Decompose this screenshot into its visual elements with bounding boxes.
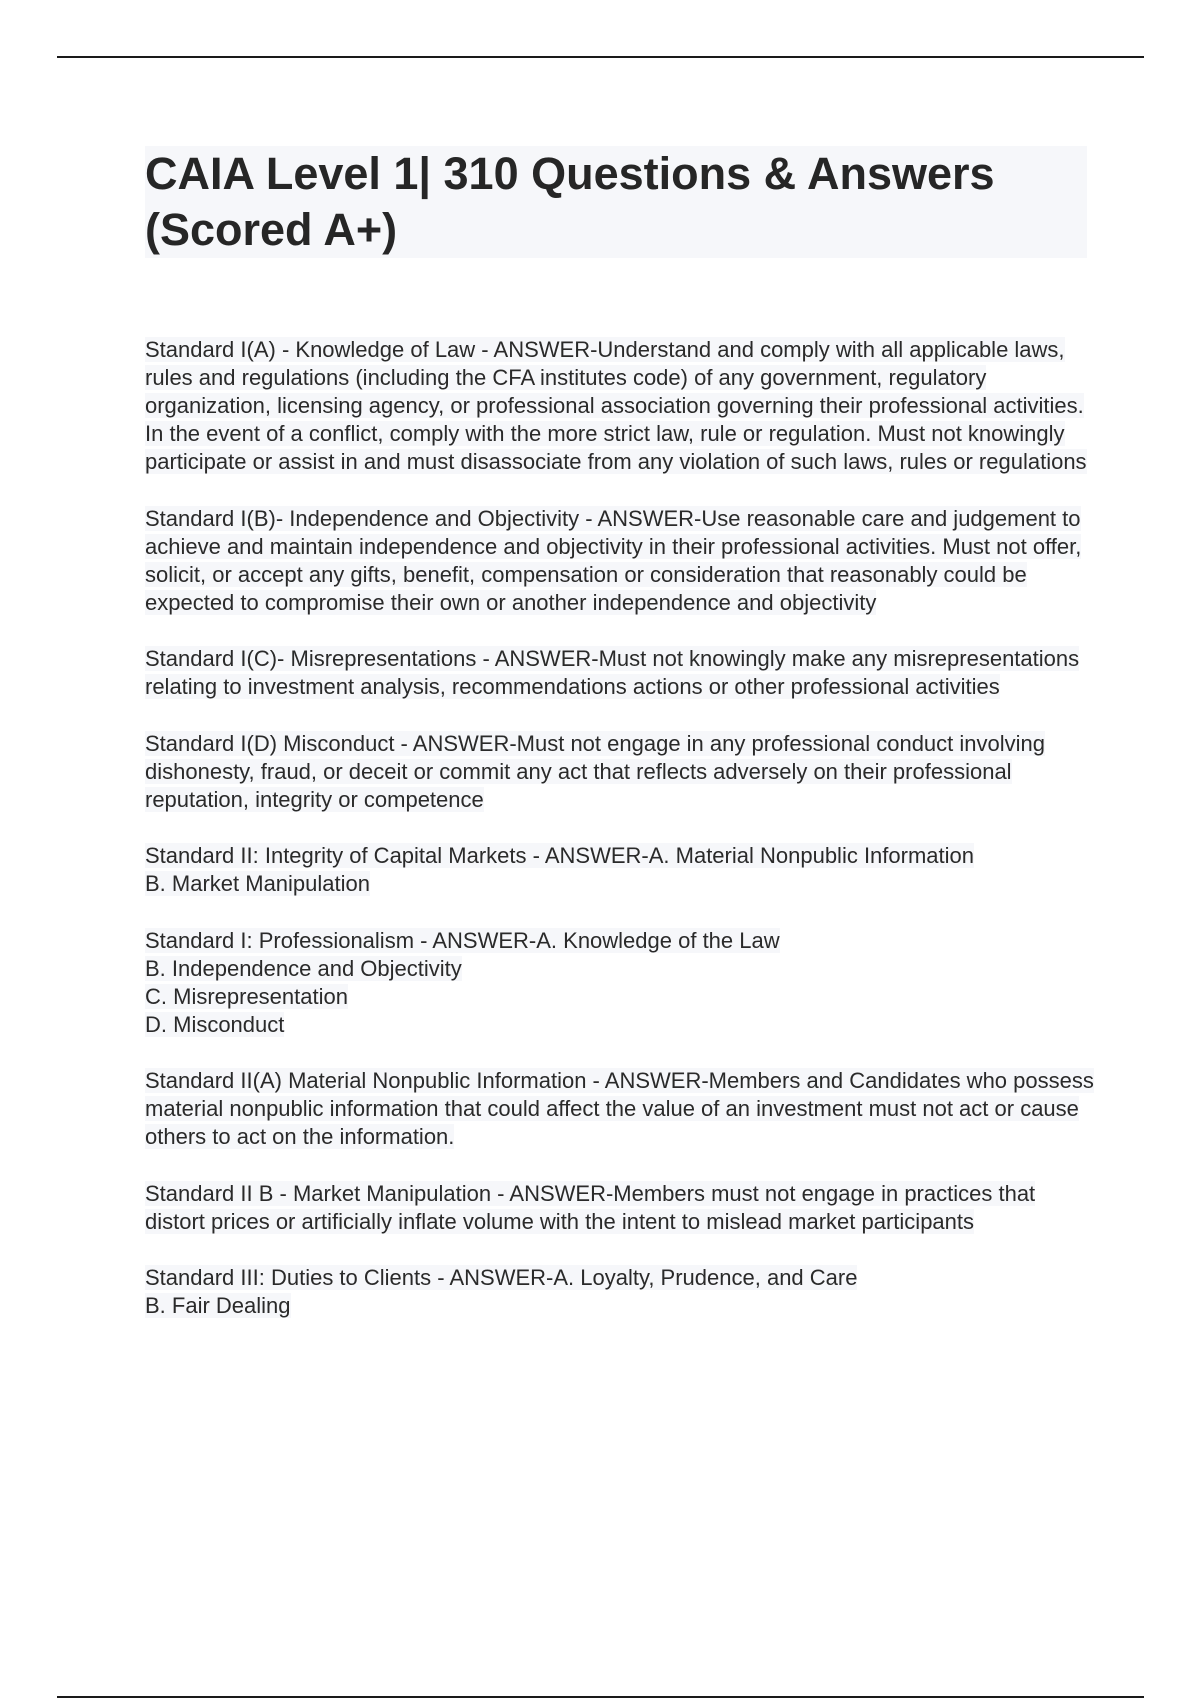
- qa-entry-standard-1d: [145, 730, 1100, 814]
- title-block: [145, 146, 1087, 258]
- qa-entry-standard-1: [145, 927, 1100, 1039]
- document-title: CAIA Level 1| 310 Questions & Answers (Scored A+): [145, 148, 995, 255]
- qa-entry-standard-1c: [145, 645, 1100, 701]
- qa-entry-text: Standard III: Duties to Clients - ANSWER-A. Loyalty, Prudence, and Care B. Fair Dealing: [145, 1265, 858, 1318]
- qa-entry-text: Standard I(D) Misconduct - ANSWER-Must not engage in any professional conduct involving dishonesty, fraud, or deceit or commit any act that reflects adversely on their professional reputation, integrity or competence: [145, 730, 1045, 812]
- qa-entry-text: Standard II(A) Material Nonpublic Information - ANSWER-Members and Candidates who possess material nonpublic information that could affect the value of an investment must not act or cause others to act on the information.: [145, 1068, 1094, 1149]
- qa-entry-standard-3: [145, 1264, 1100, 1320]
- qa-entry-text: Standard II: Integrity of Capital Markets - ANSWER-A. Material Nonpublic Information B. Market Manipulation: [145, 843, 974, 896]
- qa-entry-text: Standard I(A) - Knowledge of Law - ANSWER-Understand and comply with all applicable laws, rules and regulations (including the CFA institutes code) of any government, regulatory organization, licensing agency, or professional association governing their professional activities. In the event of a conflict, comply with the more strict law, rule or regulation. Must not knowingly participate or assist in and must disassociate from any violation of such laws, rules or regulations: [145, 337, 1087, 474]
- qa-entry-standard-2b: [145, 1180, 1100, 1236]
- header-rule: [57, 56, 1144, 58]
- qa-entry-standard-2: [145, 842, 1100, 898]
- qa-entry-text: Standard II B - Market Manipulation - ANSWER-Members must not engage in practices that distort prices or artificially inflate volume with the intent to mislead market participants: [145, 1180, 1036, 1234]
- qa-entry-text: Standard I(C)- Misrepresentations - ANSWER-Must not knowingly make any misrepresentations relating to investment analysis, recommendations actions or other professional activities: [145, 646, 1080, 699]
- qa-entry-text: Standard I(B)- Independence and Objectivity - ANSWER-Use reasonable care and judgement to achieve and maintain independence and objectivity in their professional activities. Must not offer, solicit, or accept any gifts, benefit, compensation or consideration that reasonably could be expected to compromise their own or another independence and objectivity: [145, 505, 1082, 615]
- qa-list: [145, 336, 1100, 1349]
- qa-entry-text: Standard I: Professionalism - ANSWER-A. Knowledge of the Law B. Independence and Objectivity C. Misrepresentation D. Misconduct: [145, 927, 780, 1037]
- qa-entry-standard-1a: [145, 336, 1100, 476]
- footer-rule: [57, 1696, 1144, 1698]
- qa-entry-standard-2a: [145, 1067, 1100, 1151]
- qa-entry-standard-1b: [145, 505, 1100, 617]
